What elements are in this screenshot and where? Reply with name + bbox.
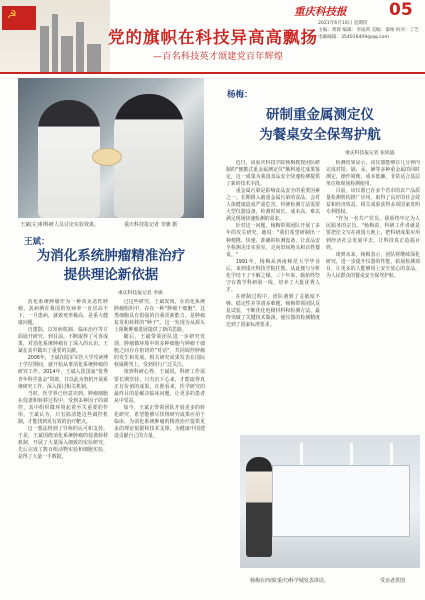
photo-credit: 受访者供图 (380, 578, 406, 584)
paragraph: 消化系统肿瘤作为一种常见恶性肿瘤，其病例在我国的发病率一直居高不下，一旦患病，就致死率极高，是重大健康问题。 (18, 299, 108, 327)
skyline-tower-icon (76, 22, 84, 72)
paragraph: 这一想法得到了导师的认可和支持。于是，王斌围绕消化系统肿瘤的侵袭转移机制，开展了大量深入细致的实验研究，先后完成了数百组动物实验和细胞实验，获得了大量一手数据。 (18, 425, 108, 461)
paragraph: 重金属污染是影响食品安全的重要因素之一。长期摄入被重金属污染的食品，会对人体健康造成严重危害。传统检测方法需要大型仪器设备，检测时间长、成本高，难以满足现场快速检测的需求。 (226, 188, 320, 223)
skyline-tower-icon (61, 36, 73, 72)
paragraph: "作为一名共产党员，我始终牢记为人民服务的宗旨。"杨梅说，科研工作者就是要把论文写在祖国大地上，把科研成果应用到经济社会发展中去，让科技真正造福百姓。 (326, 216, 420, 251)
article-title: 提供理论新依据 (63, 267, 159, 283)
article-byline: 重庆科技报记者 张铭盛 (345, 151, 395, 156)
paragraph: 2006年，王斌在陆军军医大学攻读博士学位期间，就开始从事消化系统肿瘤的研究工作。2014年，王斌入选国家"优秀青年科学基金"资助，并以此为契机开展系统研究工作，深入探讨相关机制。 (18, 355, 108, 390)
paragraph: 随后，王斌带领团队进一步研究发现，肿瘤微环境中的多种细胞与肿瘤干细胞之间存在密切的"对话"，共同调控肿瘤的发生和发展。相关研究成果发表在国际权威期刊上，受到同行广泛关注。 (114, 334, 205, 369)
speaker-figure (246, 457, 272, 557)
page-subheadline: —百名科技英才颂建党百年辉煌 (153, 52, 284, 62)
header-rule (0, 72, 425, 74)
article-column (226, 160, 320, 430)
skyline-banner (0, 0, 110, 72)
researcher-figure (114, 94, 184, 218)
ceiling-light-icon (300, 443, 303, 465)
article-column (18, 299, 108, 595)
paragraph: 自建院，以发病机制、临床治疗等方面展开研究，到目前，不断取得了可喜成果，对消化系统肿瘤有了深入的认识。王斌在其中做出了重要的贡献。 (18, 327, 108, 355)
photo-credit: 重庆科技报记者 李旗 摄 (124, 222, 178, 228)
page-headline: 党的旗帜在科技异高高飘扬 (108, 28, 318, 47)
email-line: 电邮邮箱：354016409@qq.com (318, 35, 389, 40)
lab-photo (18, 78, 204, 218)
article-title: 为消化系统肿瘤精准治疗 (36, 248, 186, 264)
paragraph: 谈到科研心得，王斌说，科研工作需要长期坚持，只有沉下心来，才能取得真正有价值的成果。在他看来，医学研究的最终目的是解决临床问题，让更多的患者从中受益。 (114, 369, 205, 404)
article-byline: 重庆科技报记者 李旗 (118, 291, 163, 296)
ceiling-light-icon (350, 443, 353, 465)
hammer-sickle-icon: ☭ (7, 8, 17, 21)
article-column (326, 160, 420, 430)
newspaper-name: 重庆科技报 (294, 6, 347, 18)
skyline-tower-icon (40, 26, 49, 72)
skyline-tower-icon (87, 44, 101, 72)
page-number: 05 (389, 0, 413, 20)
article-kicker: 杨梅： (227, 90, 253, 100)
paragraph: 近日，由重庆科技学院杨梅教授团队研制的"便携式重金属测定仪"顺利通过成果鉴定，这一成果为我国食品安全快速检测提供了新的技术手段。 (226, 160, 320, 188)
article-kicker: 王斌： (24, 237, 50, 247)
article-title: 研制重金属测定仪 (266, 107, 374, 123)
masthead (0, 0, 425, 74)
paragraph: 过这些研究，王斌发现，在消化系统肿瘤组织中，存在一种"肿瘤干细胞"，这类细胞具有很强的自我更新能力，是肿瘤复发和转移的"种子"。这一发现为从源头上阻断肿瘤进展提供了新的思路。 (114, 299, 205, 334)
ceiling-light-icon (390, 443, 393, 465)
date-line: 2021年6月10日 星期四 (318, 21, 368, 26)
paragraph: 检测结果显示，该仪器能够在几分钟内完成对铅、镉、汞、砷等多种重金属的同时测定，操作简便，成本低廉，非常适合基层单位和现场检测使用。 (326, 160, 420, 188)
party-flag-icon (2, 6, 36, 30)
paragraph: 如今，王斌正带领团队开展更多的转化研究，希望能够尽快将研究成果应用于临床，为消化系统肿瘤的精准治疗提供更多的理论依据和技术支撑，为健康中国建设贡献自己的力量。 (114, 404, 205, 439)
petri-dish-icon (92, 148, 122, 166)
paragraph: 当时，医学界已经意识到，肿瘤细胞在侵袭和转移过程中，受到多种因子的调控，其中组织微环境起着至关重要的作用。王斌认为，只有搞清楚这些调控机制，才能找到更有效的治疗靶点。 (18, 390, 108, 425)
photo-caption: 王斌(左)和科研人员讨论实验效果。 (20, 222, 99, 228)
paragraph: 1991年，杨梅从西南师范大学毕业后，来到重庆科技学院任教，从此便与分析化学结下了不解之缘。三十年来，她始终坚守在教学科研第一线，培养了大批优秀人才。 (226, 258, 320, 293)
paragraph: 针对这一问题，杨梅带领团队开展了多年的攻关研究。她说："我们希望研制出一种便携、快速、准确的检测设备，让食品安全检测走出实验室，走向田间地头和百姓餐桌。" (226, 223, 320, 258)
photo-caption: 杨梅在西部(重庆)科学城发表讲话。 (250, 578, 329, 584)
speech-photo (240, 435, 420, 568)
article-title: 为餐桌安全保驾护航 (259, 127, 381, 143)
presentation-screen (272, 465, 410, 537)
article-column (114, 299, 205, 595)
paragraph: 目前，该仪器已在多个省市的农产品质量检测机构推广应用，取得了良好的社会效益和经济效益。相关成果获得多项国家发明专利授权。 (326, 188, 420, 216)
paragraph: 在研制过程中，团队遇到了灵敏度不够、稳定性差等诸多难题。杨梅带领团队反复试验，不断优化电极材料和检测方法，最终突破了关键技术瓶颈，使仪器的检测精度达到了国家标准要求。 (226, 293, 320, 329)
skyline-tower-icon (52, 14, 58, 72)
editor-line: 主编：黄锋 编辑：李雨鸿 美编：秦俊 校对：丁芝 (318, 28, 419, 33)
paragraph: 谈到未来，杨梅表示，团队将继续深化研究，进一步提升仪器的性能，拓展检测项目，让更多的人能够用上安全放心的食品，为人民群众的餐桌安全保驾护航。 (326, 251, 420, 279)
researcher-figure (38, 100, 100, 218)
